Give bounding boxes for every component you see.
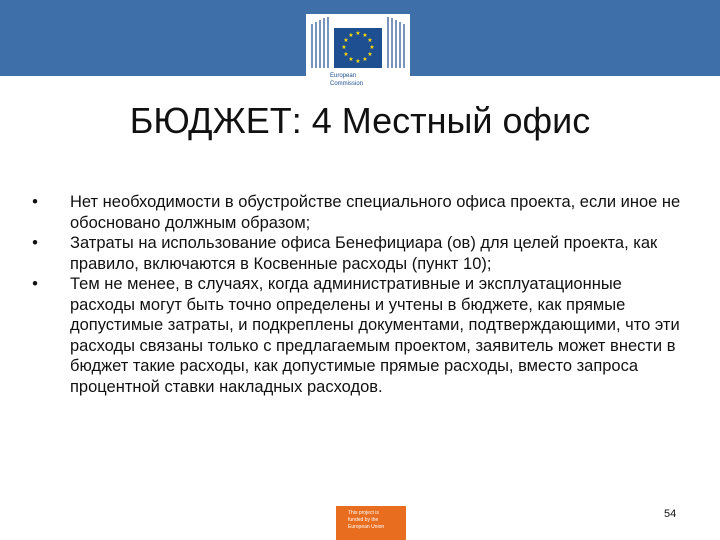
footer-logo-text [348, 510, 384, 531]
svg-text:★: ★ [355, 30, 361, 37]
bullet-list [28, 192, 688, 397]
bullet-item-3 [28, 274, 688, 397]
bullet-item-2 [28, 233, 688, 274]
bullet-text: Нет необходимости в обустройстве специального офиса проекта, если иное не обосновано должным образом; [70, 193, 681, 232]
logo-text-line1: European [330, 73, 357, 79]
svg-text:★: ★ [367, 51, 373, 58]
bullet-text: Тем не менее, в случаях, когда административные и эксплуатационные расходы могут быть точно определены и учтены в бюджете, как прямые допустимые затраты, и подкреплены документами, подтверждающими, что эти расходы связаны только с предлагаемым проектом, заявитель может внести в бюджет такие расходы, как допустимые прямые расходы, вместо запроса процентной ставки накладных расходов. [70, 275, 680, 396]
slide-title: БЮДЖЕТ: 4 Местный офис [129, 100, 591, 141]
svg-text:★: ★ [355, 58, 361, 65]
footer-logo-line3: European Union [348, 524, 385, 530]
bullet-marker: • [32, 193, 38, 211]
svg-text:★: ★ [348, 56, 354, 63]
bullet-item-1 [28, 192, 688, 233]
bullet-marker: • [32, 275, 38, 293]
svg-text:★: ★ [341, 44, 347, 51]
bullet-marker: • [32, 234, 38, 252]
svg-text:★: ★ [369, 44, 375, 51]
svg-text:★: ★ [343, 37, 349, 44]
svg-text:★: ★ [348, 32, 354, 39]
footer-logo-line1: This project is [348, 510, 379, 516]
svg-text:★: ★ [362, 32, 368, 39]
svg-text:★: ★ [343, 51, 349, 58]
logo-text [330, 72, 363, 88]
svg-text:★: ★ [362, 56, 368, 63]
svg-text:★: ★ [367, 37, 373, 44]
bullet-text: Затраты на использование офиса Бенефициара (ов) для целей проекта, как правило, включаются в Косвенные расходы (пункт 10); [70, 234, 658, 273]
page-number: 54 [664, 508, 677, 520]
footer-logo-line2: funded by the [348, 517, 379, 523]
logo-text-line2: Commission [330, 81, 364, 87]
